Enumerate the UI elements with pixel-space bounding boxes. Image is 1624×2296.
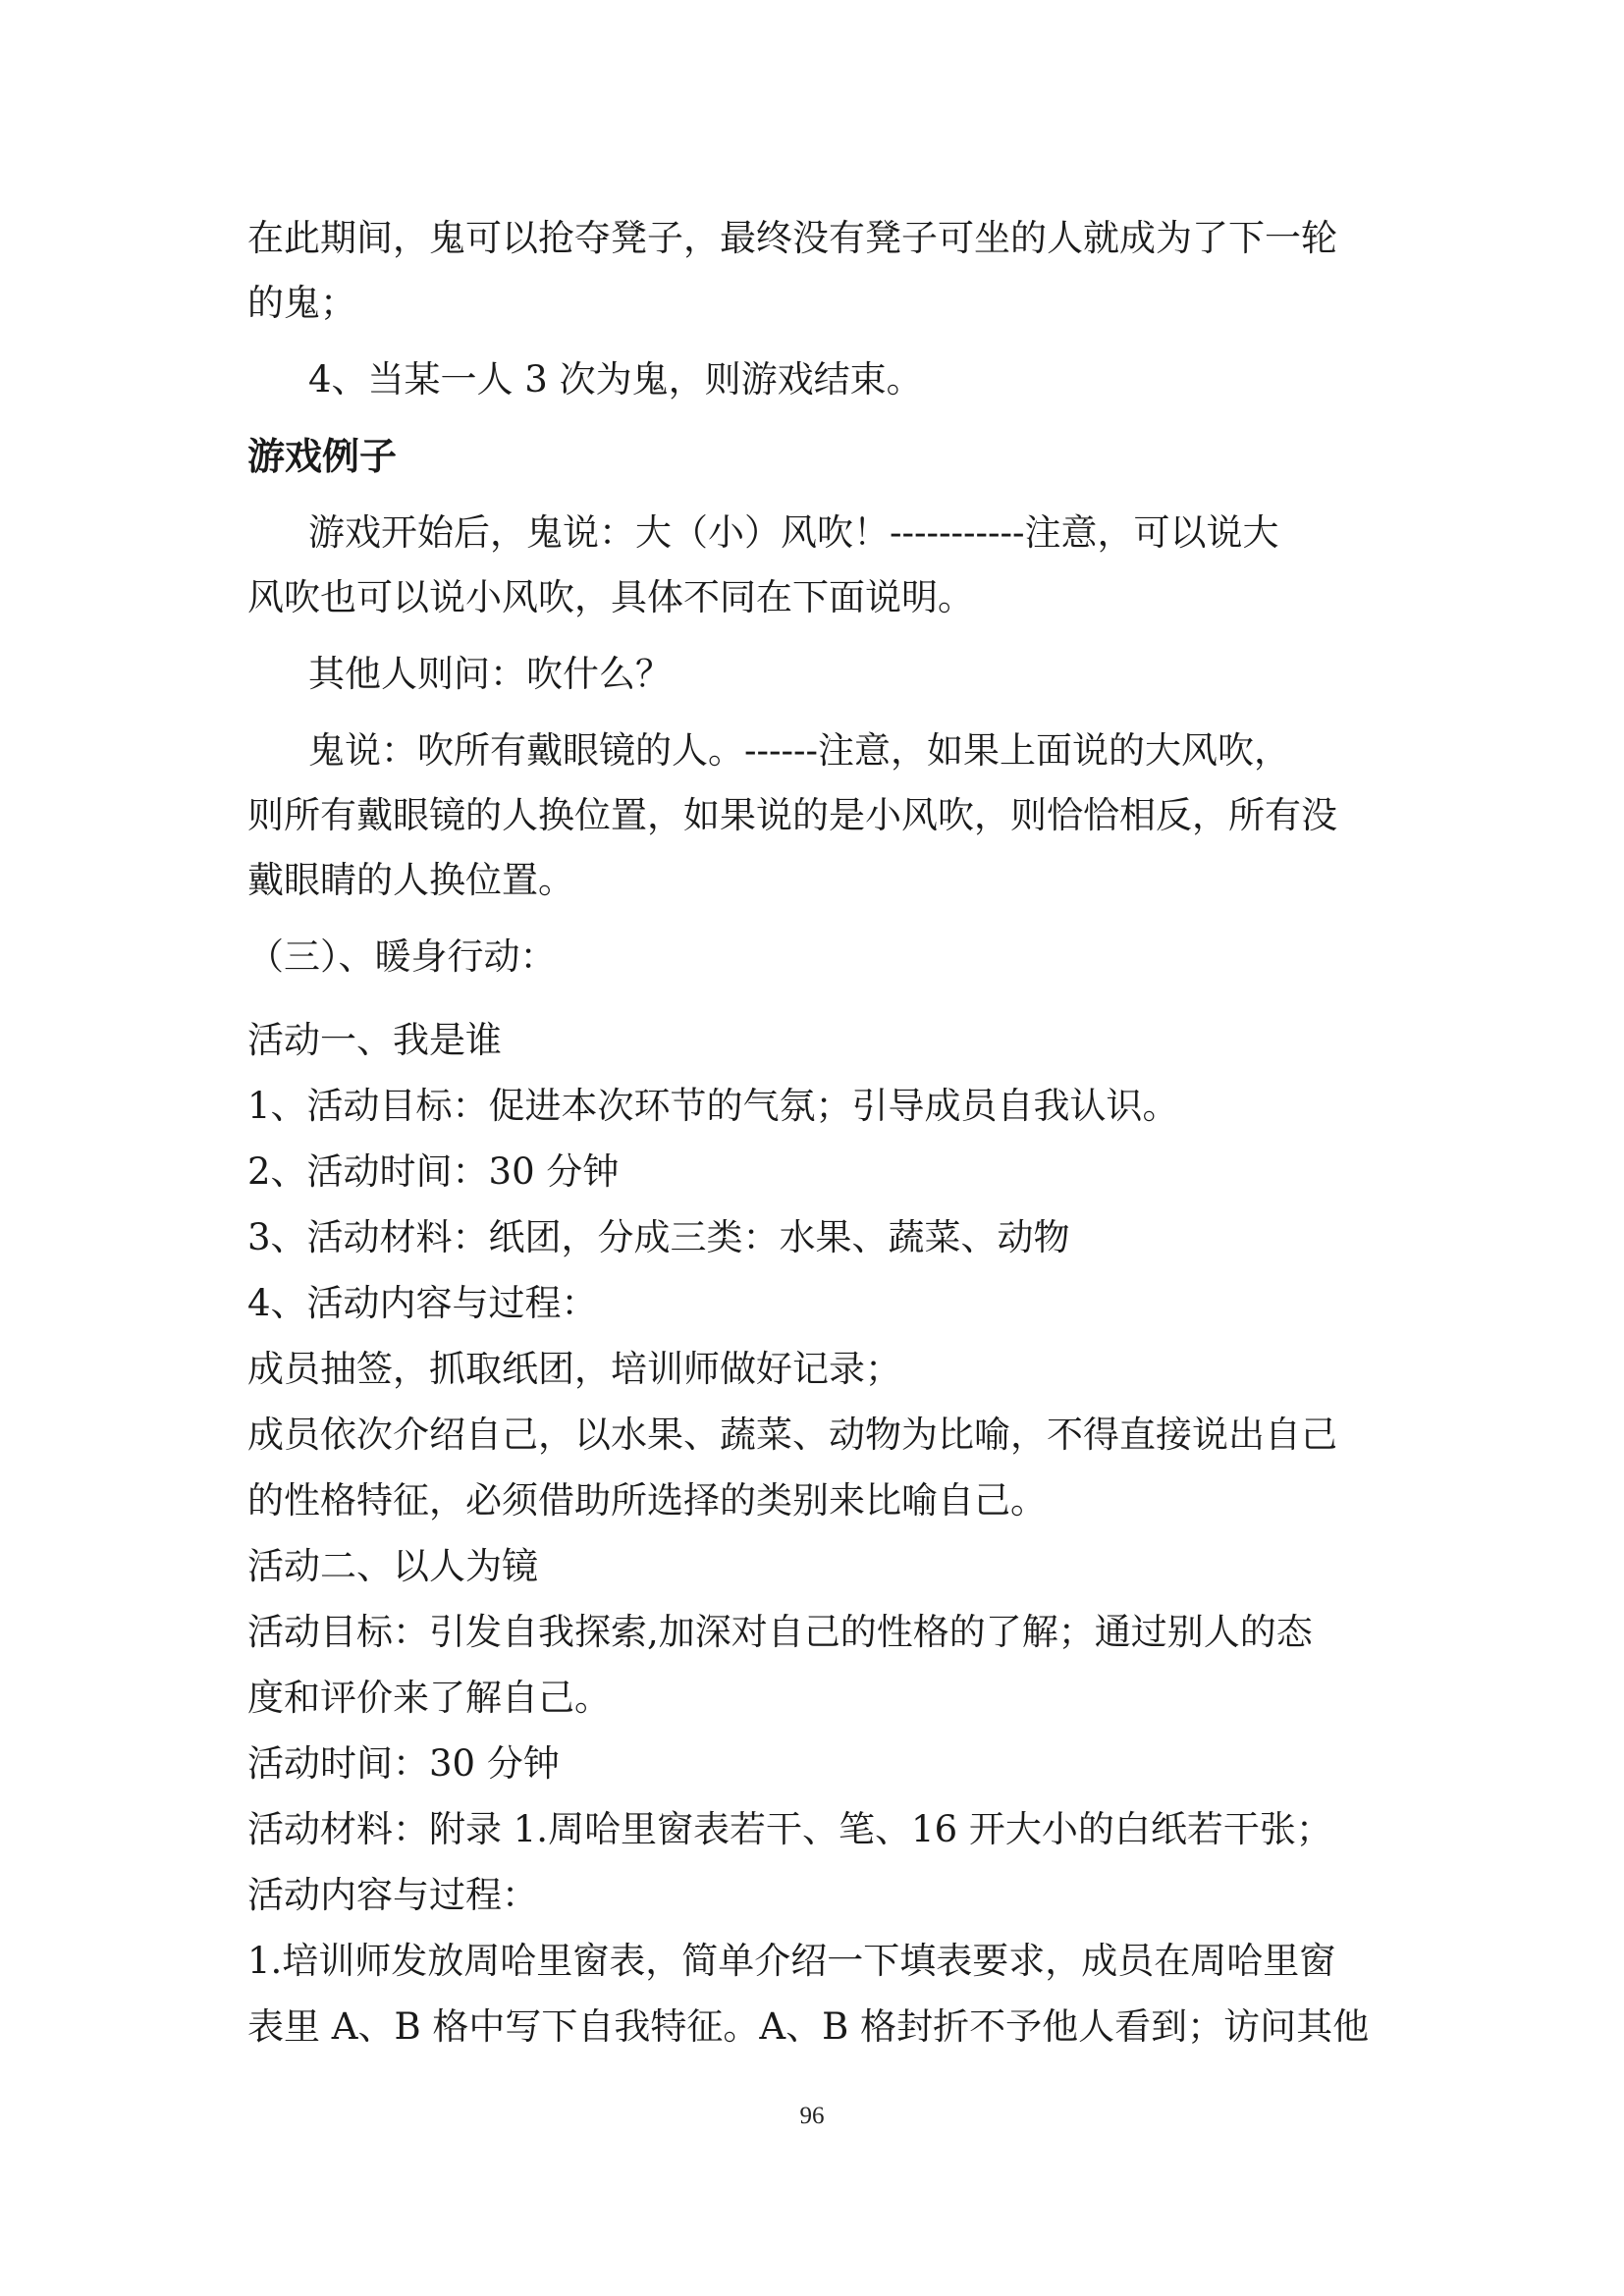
list-item: 活动时间：30 分钟 bbox=[247, 1742, 560, 1785]
paragraph-line: 4、当某一人 3 次为鬼，则游戏结束。 bbox=[308, 358, 923, 400]
list-item: 活动材料：附录 1.周哈里窗表若干、笔、16 开大小的白纸若干张； bbox=[247, 1808, 1332, 1850]
paragraph-line: 其他人则问：吹什么？ bbox=[308, 653, 672, 695]
list-item: 表里 A、B 格中写下自我特征。A、B 格封折不予他人看到；访问其他 bbox=[247, 2005, 1370, 2048]
list-item: 4、活动内容与过程： bbox=[247, 1282, 598, 1324]
section-heading: （三）、暖身行动： bbox=[247, 935, 557, 978]
activity-title: 活动一、我是谁 bbox=[247, 1019, 502, 1061]
list-item: 3、活动材料：纸团，分成三类：水果、蔬菜、动物 bbox=[247, 1216, 1070, 1258]
list-item: 成员抽签，抓取纸团，培训师做好记录； bbox=[247, 1348, 901, 1390]
list-item: 活动内容与过程： bbox=[247, 1874, 538, 1916]
paragraph-line: 戴眼睛的人换位置。 bbox=[247, 859, 574, 901]
activity-title: 活动二、以人为镜 bbox=[247, 1545, 538, 1587]
activity-list bbox=[247, 1007, 1386, 2059]
list-item: 的性格特征，必须借助所选择的类别来比喻自己。 bbox=[247, 1479, 1047, 1522]
list-item: 活动目标：引发自我探索,加深对自己的性格的了解；通过别人的态 bbox=[247, 1611, 1313, 1653]
list-item: 2、活动时间：30 分钟 bbox=[247, 1150, 620, 1193]
paragraph-line: 则所有戴眼镜的人换位置，如果说的是小风吹，则恰恰相反，所有没 bbox=[247, 794, 1337, 836]
section-heading: 游戏例子 bbox=[247, 435, 398, 478]
paragraph-line: 的鬼； bbox=[247, 282, 356, 324]
list-item: 1.培训师发放周哈里窗表，简单介绍一下填表要求，成员在周哈里窗 bbox=[247, 1940, 1336, 1982]
paragraph-line: 在此期间，鬼可以抢夺凳子，最终没有凳子可坐的人就成为了下一轮 bbox=[247, 217, 1337, 259]
paragraph-line: 风吹也可以说小风吹，具体不同在下面说明。 bbox=[247, 576, 974, 618]
paragraph-line: 游戏开始后，鬼说：大（小）风吹！-----------注意，可以说大 bbox=[308, 511, 1279, 554]
page-number: 96 bbox=[799, 2103, 825, 2129]
document-page bbox=[247, 206, 1386, 2059]
list-item: 度和评价来了解自己。 bbox=[247, 1677, 611, 1719]
list-item: 成员依次介绍自己，以水果、蔬菜、动物为比喻，不得直接说出自己 bbox=[247, 1414, 1337, 1456]
paragraph-line: 鬼说：吹所有戴眼镜的人。------注意，如果上面说的大风吹， bbox=[308, 729, 1291, 772]
list-item: 1、活动目标：促进本次环节的气氛；引导成员自我认识。 bbox=[247, 1085, 1179, 1127]
